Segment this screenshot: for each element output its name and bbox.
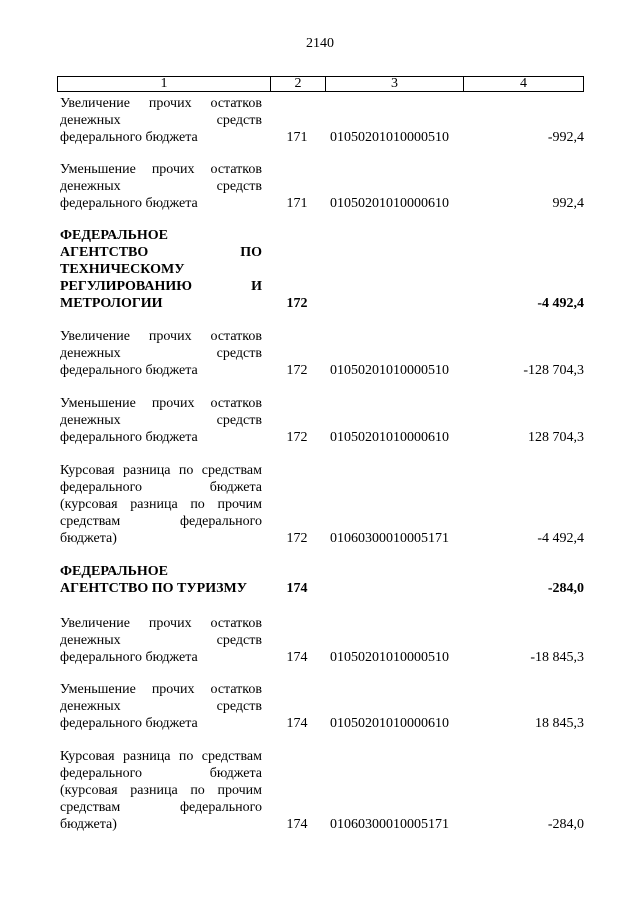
row-amount: -992,4 — [547, 130, 584, 145]
row-name-line: Курсовая разница по средствам — [60, 749, 262, 764]
row-kbk: 01050201010000510 — [330, 363, 449, 378]
row-kbk: 01050201010000510 — [330, 130, 449, 145]
row-code: 174 — [286, 650, 308, 665]
row-name-line: МЕТРОЛОГИИ — [60, 296, 163, 311]
page-number: 2140 — [306, 36, 334, 51]
row-name-line: денежных средств — [60, 346, 262, 361]
header-col-4: 4 — [520, 76, 527, 91]
row-name-line: Уменьшение прочих остатков — [60, 162, 262, 177]
row-name — [60, 95, 262, 146]
row-code: 174 — [286, 716, 308, 731]
row-kbk: 01050201010000610 — [330, 430, 449, 445]
row-name — [60, 161, 262, 212]
row-name-line: ФЕДЕРАЛЬНОЕ — [60, 228, 169, 243]
row-code: 174 — [286, 817, 308, 832]
row-name — [60, 748, 262, 833]
row-name-line: Уменьшение прочих остатков — [60, 682, 262, 697]
row-name — [60, 615, 262, 666]
row-amount: 992,4 — [552, 196, 584, 211]
header-col-1: 1 — [58, 77, 271, 91]
row-name-line: бюджета) — [60, 817, 117, 832]
row-name-line: денежных средств — [60, 113, 262, 128]
table-row — [60, 681, 584, 732]
row-amount: 128 704,3 — [528, 430, 584, 445]
row-amount: -18 845,3 — [530, 650, 584, 665]
row-code: 172 — [286, 363, 308, 378]
row-name-line: АГЕНТСТВО ПО — [60, 245, 262, 260]
row-name-line: Увеличение прочих остатков — [60, 616, 262, 631]
table-row — [60, 227, 584, 312]
row-name-line: денежных средств — [60, 699, 262, 714]
row-name — [60, 328, 262, 379]
table-row — [60, 563, 584, 597]
row-name-line: денежных средств — [60, 179, 262, 194]
row-amount: -284,0 — [547, 817, 584, 832]
row-name-line: средствам федерального — [60, 800, 262, 815]
row-amount: -4 492,4 — [537, 531, 584, 546]
row-kbk: 01060300010005171 — [330, 531, 449, 546]
table-row — [60, 161, 584, 212]
row-name-line: федерального бюджета — [60, 650, 198, 665]
row-name-line: АГЕНТСТВО ПО ТУРИЗМУ — [60, 581, 247, 596]
row-name-line: (курсовая разница по прочим — [60, 783, 262, 798]
row-amount: -128 704,3 — [523, 363, 584, 378]
row-amount: -284,0 — [547, 581, 584, 596]
row-amount: 18 845,3 — [535, 716, 584, 731]
row-name-line: федерального бюджета — [60, 716, 198, 731]
row-name — [60, 227, 262, 312]
row-name-line: РЕГУЛИРОВАНИЮ И — [60, 279, 262, 294]
row-name-line: федерального бюджета — [60, 130, 198, 145]
row-kbk: 01050201010000610 — [330, 196, 449, 211]
row-name-line: ФЕДЕРАЛЬНОЕ — [60, 564, 169, 579]
header-col-3: 3 — [326, 77, 464, 91]
table-row — [60, 395, 584, 446]
row-name-line: ТЕХНИЧЕСКОМУ — [60, 262, 185, 277]
row-name-line: Увеличение прочих остатков — [60, 329, 262, 344]
table-row — [60, 462, 584, 547]
row-code: 172 — [286, 531, 308, 546]
row-code: 171 — [286, 196, 308, 211]
row-kbk: 01050201010000610 — [330, 716, 449, 731]
table-header — [57, 76, 584, 92]
row-name-line: федерального бюджета — [60, 363, 198, 378]
row-code: 174 — [286, 581, 308, 596]
row-code: 172 — [286, 430, 308, 445]
row-name-line: (курсовая разница по прочим — [60, 497, 262, 512]
row-name-line: федерального бюджета — [60, 430, 198, 445]
row-name-line: средствам федерального — [60, 514, 262, 529]
row-kbk: 01060300010005171 — [330, 817, 449, 832]
row-name — [60, 681, 262, 732]
row-code: 172 — [286, 296, 308, 311]
row-name-line: денежных средств — [60, 413, 262, 428]
row-kbk: 01050201010000510 — [330, 650, 449, 665]
table-row — [60, 95, 584, 146]
row-name-line: федерального бюджета — [60, 196, 198, 211]
row-name-line: федерального бюджета — [60, 480, 262, 495]
row-code: 171 — [286, 130, 308, 145]
row-name-line: Уменьшение прочих остатков — [60, 396, 262, 411]
table-row — [60, 328, 584, 379]
row-name — [60, 462, 262, 547]
row-name-line: Курсовая разница по средствам — [60, 463, 262, 478]
row-name-line: Увеличение прочих остатков — [60, 96, 262, 111]
header-col-2: 2 — [271, 77, 326, 91]
table-row — [60, 615, 584, 666]
row-name-line: денежных средств — [60, 633, 262, 648]
row-name — [60, 395, 262, 446]
row-amount: -4 492,4 — [537, 296, 584, 311]
row-name — [60, 563, 262, 597]
row-name-line: федерального бюджета — [60, 766, 262, 781]
row-name-line: бюджета) — [60, 531, 117, 546]
table-row — [60, 748, 584, 833]
